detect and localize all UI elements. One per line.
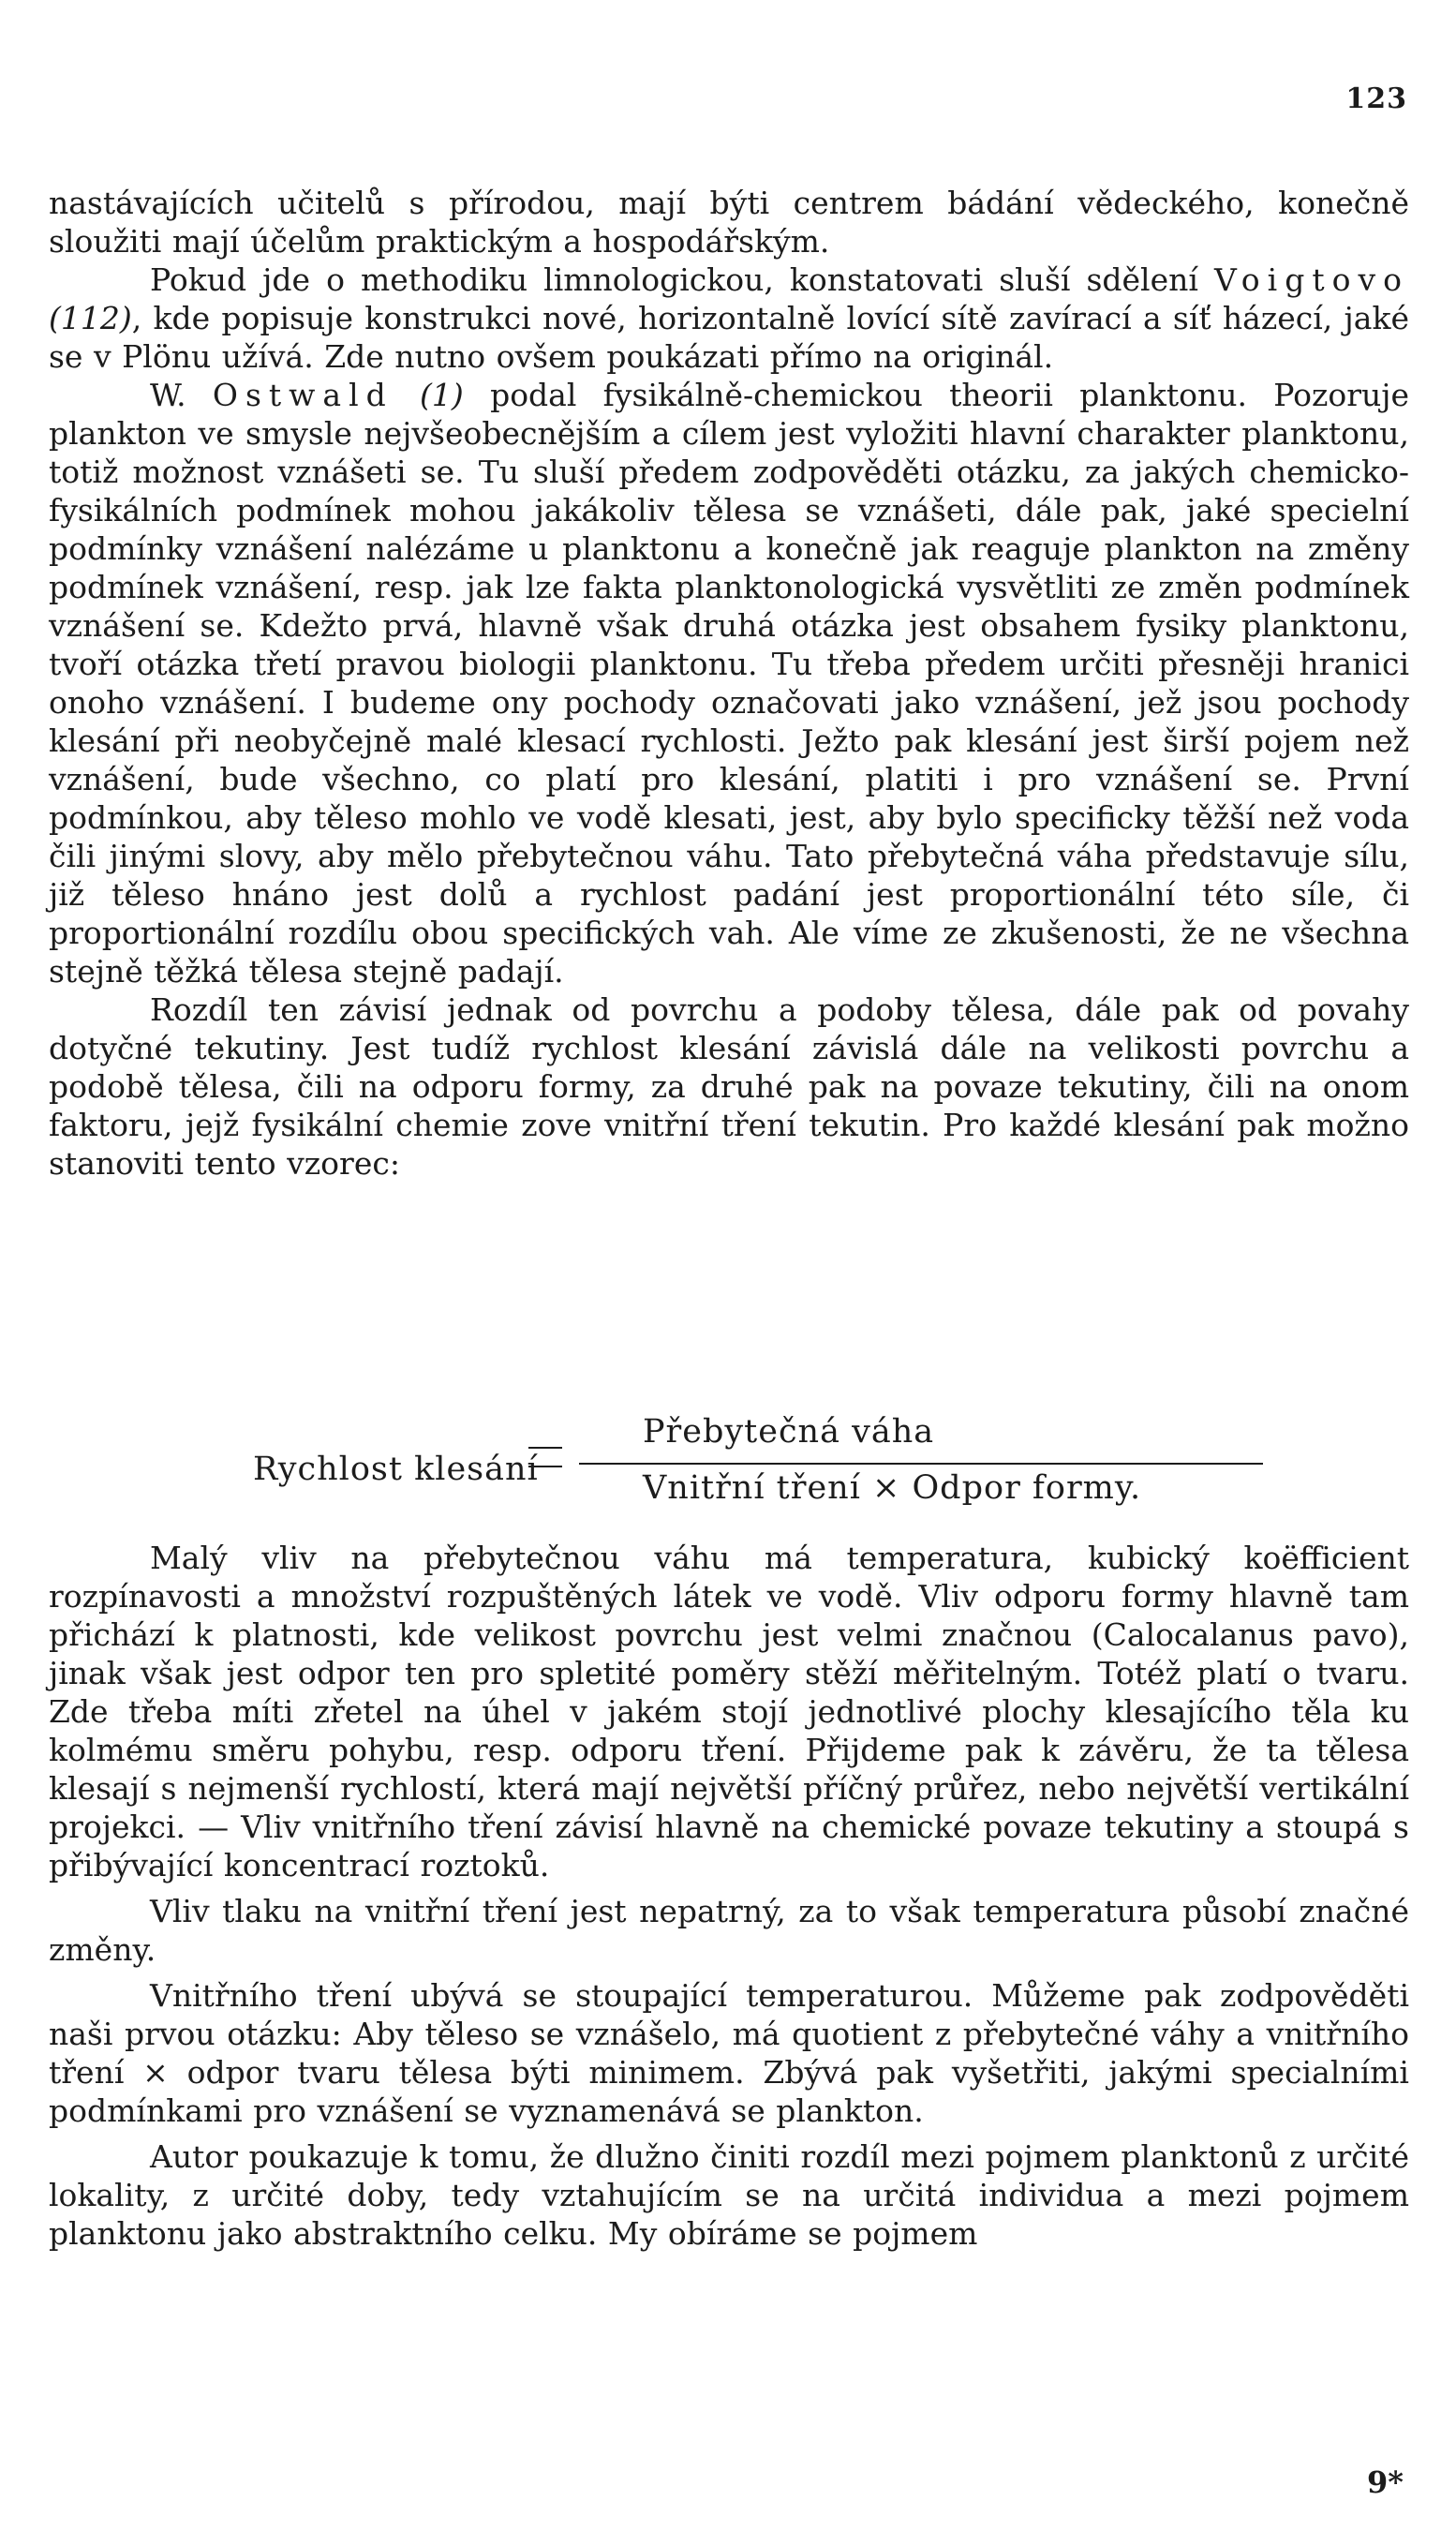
paragraph-2-rest: , kde popisuje konstrukci nové, horizontalně lovící sítě zavírací a síť házecí, jaké se v Plönu užívá. Zde nutno ovšem poukázati přímo na originál.: [49, 300, 1409, 375]
paragraph-3-rest: podal fysikálně-chemickou theorii planktonu. Pozoruje plankton ve smysle nejvšeobecnějším a cílem jest vyložiti hlavní charakter planktonu, totiž možnost vznášeti se. Tu sluší předem zodpověděti otázku, za jakých chemicko-fysikálních podmínek mohou jakákoliv tělesa se vznášeti, dále pak, jaké specielní podmínky vznášení nalézáme u planktonu a konečně jak reaguje plankton na změny podmínek vznášení, resp. jak lze fakta planktonologická vysvětliti ze změn podmínek vznášení se. Kdežto prvá, hlavně však druhá otázka jest obsahem fysiky planktonu, tvoří otázka třetí pravou biologii planktonu. Tu třeba předem určiti přesněji hranici onoho vznášení. I budeme ony pochody označovati jako vznášení, jež jsou pochody klesání při neobyčejně malé klesací rychlosti. Ježto pak klesání jest širší pojem než vznášení, bude všechno, co platí pro klesání, platiti i pro vznášení se. První podmínkou, aby těleso mohlo ve vodě klesati, jest, aby bylo specificky těžší než voda čili jinými slovy, aby mělo přebytečnou váhu. Tato přebytečná váha představuje sílu, již těleso hnáno jest dolů a rychlost padání jest proportionální této síle, či proportionální rozdílu obou specifických vah. Ale víme ze zkušenosti, že ne všechna stejně těžká tělesa stejně padají.: [49, 377, 1409, 990]
signature-mark: 9*: [1367, 2464, 1404, 2500]
paragraph-8: Autor poukazuje k tomu, že dlužno činiti rozdíl mezi pojmem planktonů z určité lokality, z určité doby, tedy vztahujícím se na určitá individua a mezi pojmem planktonu jako abstraktního celku. My obíráme se pojmem: [49, 2138, 1409, 2252]
citation-ref: (112): [49, 300, 132, 336]
paragraph-4: Rozdíl ten závisí jednak od povrchu a podoby tělesa, dále pak od povahy dotyčné tekutiny. Jest tudíž rychlost klesání závislá dále na velikosti povrchu a podobě tělesa, čili na odporu formy, za druhé pak na povaze tekutiny, čili na onom faktoru, jejž fysikální chemie zove vnitřní tření tekutin. Pro každé klesání pak možno stanoviti tento vzorec:: [49, 991, 1409, 1182]
equals-sign: [528, 1447, 562, 1467]
citation-ref: (1): [420, 377, 464, 413]
paragraph-7: Vnitřního tření ubývá se stoupající temperaturou. Můžeme pak zodpověděti naši prvou otázku: Aby těleso se vznášelo, má quotient z přebytečné váhy a vnitřního tření × odpor tvaru tělesa býti minimem. Zbývá pak vyšetřiti, jakými specialními podmínkami pro vznášení se vyznamenává se plankton.: [49, 1977, 1409, 2129]
paragraph-2-lead: Pokud jde o methodiku limnologickou, konstatovati sluší sdělení: [150, 261, 1214, 298]
paragraph-2: [49, 261, 1409, 376]
paragraph-1: nastávajících učitelů s přírodou, mají býti centrem bádání vědeckého, konečně sloužiti mají účelům praktickým a hospodářským.: [49, 185, 1409, 260]
page-number: 123: [1345, 82, 1407, 115]
body-text-upper: [49, 184, 1409, 1183]
paragraph-6: Vliv tlaku na vnitřní tření jest nepatrný, za to však temperatura působí značné změny.: [49, 1893, 1409, 1968]
author-name-voigt: Voigtovo: [1214, 261, 1409, 298]
paragraph-3: [49, 376, 1409, 990]
formula-lhs: Rychlost klesání: [253, 1451, 539, 1488]
sinking-speed-formula: [49, 1413, 1409, 1516]
author-name-ostwald: Ostwald: [212, 377, 394, 413]
formula-denominator: Vnitřní tření × Odpor formy.: [643, 1469, 1142, 1507]
paragraph-5: Malý vliv na přebytečnou váhu má temperatura, kubický koëfficient rozpínavosti a množství rozpuštěných látek ve vodě. Vliv odporu formy hlavně tam přichází k platnosti, kde velikost povrchu jest velmi značnou (Calocalanus pavo), jinak však jest odpor ten pro spletité poměry stěží měřitelným. Totéž platí o tvaru. Zde třeba míti zřetel na úhel v jakém stojí jednotlivé plochy klesajícího těla ku kolmému směru pohybu, resp. odporu tření. Přijdeme pak k závěru, že ta tělesa klesají s nejmenší rychlostí, která mají největší příčný průřez, nebo největší vertikální projekci. — Vliv vnitřního tření závisí hlavně na chemické povaze tekutiny a stoupá s přibývající koncentrací roztoků.: [49, 1540, 1409, 1883]
paragraph-3-lead: W.: [150, 377, 213, 413]
formula-numerator: Přebytečná váha: [643, 1413, 935, 1451]
fraction-bar: [579, 1463, 1263, 1465]
body-text-lower: [49, 1539, 1409, 2253]
